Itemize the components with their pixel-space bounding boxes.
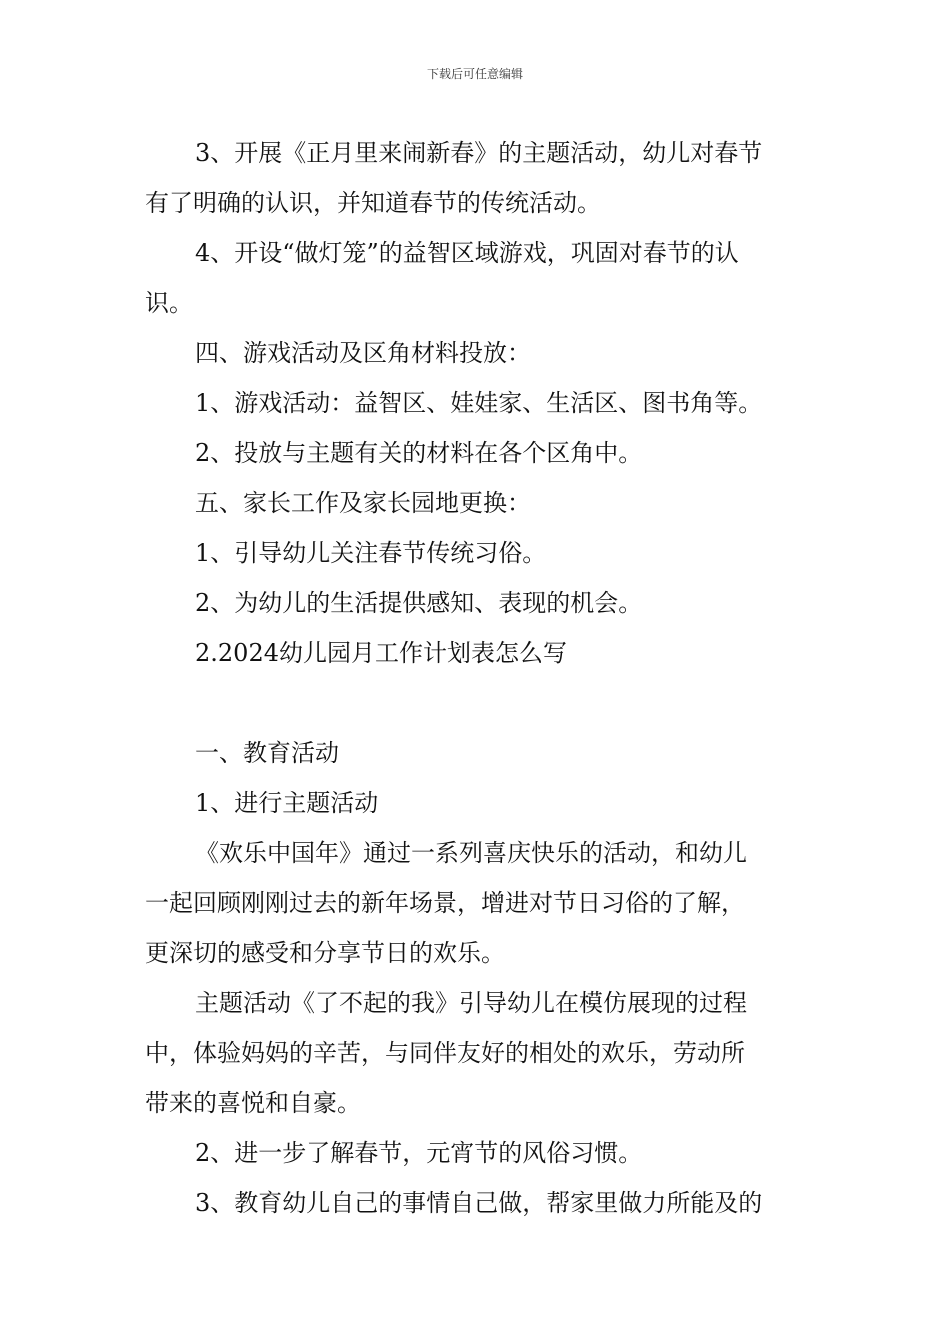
paragraph-line: 2、进一步了解春节，元宵节的风俗习惯。 — [195, 1139, 643, 1167]
paragraph-line: 2、为幼儿的生活提供感知、表现的机会。 — [195, 589, 643, 617]
section-heading: 四、游戏活动及区角材料投放： — [195, 339, 531, 367]
paragraph-line: 识。 — [145, 289, 193, 317]
paragraph-line: 有了明确的认识，并知道春节的传统活动。 — [145, 189, 601, 217]
page-header-note: 下载后可任意编辑 — [426, 67, 523, 81]
paragraph-line: 一起回顾刚刚过去的新年场景，增进对节日习俗的了解， — [145, 889, 745, 917]
section-heading: 一、教育活动 — [195, 739, 339, 767]
paragraph-line: 《欢乐中国年》通过一系列喜庆快乐的活动，和幼儿 — [195, 839, 747, 867]
subsection-heading: 1、进行主题活动 — [195, 789, 379, 817]
paragraph-line: 主题活动《了不起的我》引导幼儿在模仿展现的过程 — [195, 989, 747, 1017]
paragraph-line: 带来的喜悦和自豪。 — [145, 1089, 361, 1117]
paragraph-line: 4、开设“做灯笼”的益智区域游戏，巩固对春节的认 — [195, 239, 739, 267]
section-heading: 五、家长工作及家长园地更换： — [195, 489, 531, 517]
document-title: 2.2024幼儿园月工作计划表怎么写 — [195, 639, 567, 667]
paragraph-line: 3、开展《正月里来闹新春》的主题活动，幼儿对春节 — [195, 139, 763, 167]
paragraph-line: 中，体验妈妈的辛苦，与同伴友好的相处的欢乐，劳动所 — [145, 1039, 745, 1067]
paragraph-line: 2、投放与主题有关的材料在各个区角中。 — [195, 439, 643, 467]
blank-line — [145, 678, 805, 728]
paragraph-line: 1、游戏活动：益智区、娃娃家、生活区、图书角等。 — [195, 389, 763, 417]
paragraph-line: 3、教育幼儿自己的事情自己做，帮家里做力所能及的 — [195, 1189, 763, 1217]
document-body — [145, 128, 805, 1228]
paragraph-line: 更深切的感受和分享节日的欢乐。 — [145, 939, 505, 967]
paragraph-line: 1、引导幼儿关注春节传统习俗。 — [195, 539, 547, 567]
